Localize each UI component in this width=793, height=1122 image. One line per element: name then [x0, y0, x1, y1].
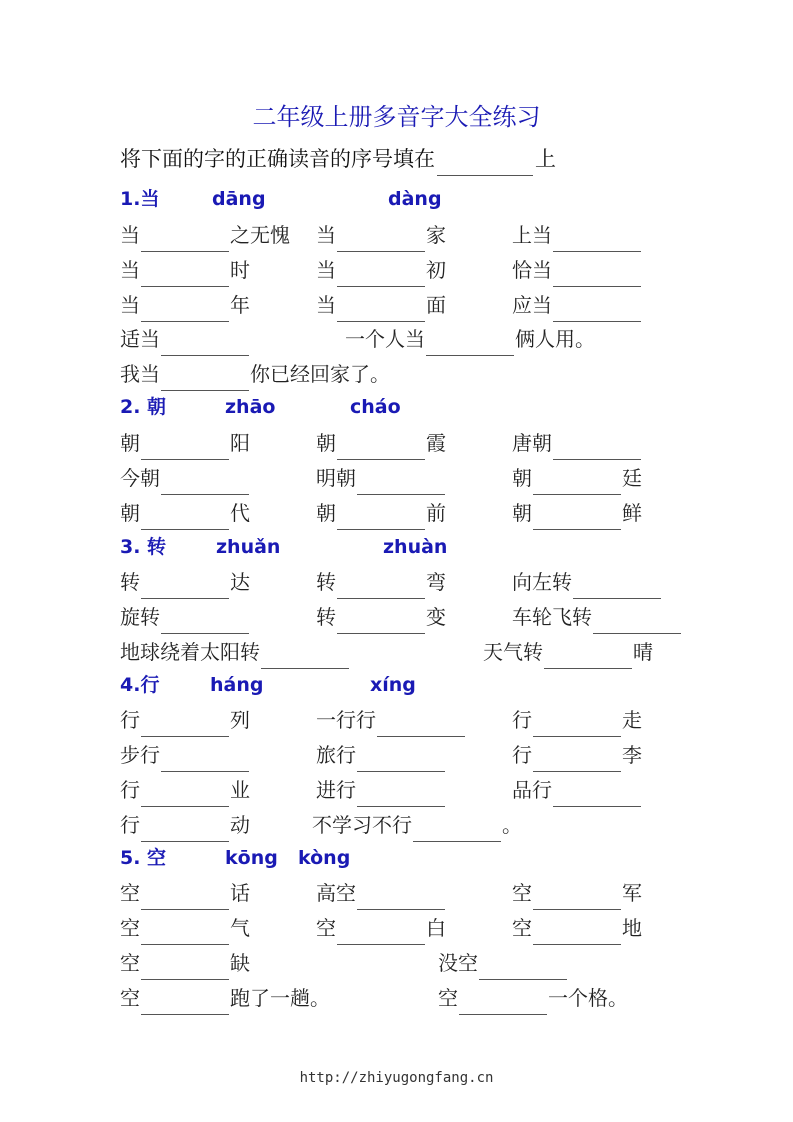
- exercise-item: [438, 946, 568, 980]
- word-prefix: 行: [512, 708, 532, 732]
- word-prefix: 空: [512, 881, 532, 905]
- answer-blank[interactable]: [479, 953, 567, 980]
- exercise-item: [120, 253, 250, 287]
- exercise-item: [120, 635, 350, 669]
- exercise-item: [120, 600, 250, 634]
- word-suffix: 阳: [230, 431, 250, 455]
- word-prefix: 高空: [316, 881, 356, 905]
- exercise-row: [0, 357, 793, 391]
- answer-blank[interactable]: [553, 780, 641, 807]
- exercise-item: [120, 426, 250, 460]
- word-prefix: 行: [512, 743, 532, 767]
- answer-blank[interactable]: [161, 745, 249, 772]
- answer-blank[interactable]: [141, 503, 229, 530]
- answer-blank[interactable]: [141, 780, 229, 807]
- exercise-item: [512, 703, 642, 737]
- word-prefix: 上当: [512, 223, 552, 247]
- exercise-item: [120, 288, 250, 322]
- word-suffix: 初: [426, 258, 446, 282]
- pinyin-option: kòng: [298, 847, 351, 869]
- exercise-item: [316, 773, 446, 807]
- exercise-item: [316, 461, 446, 495]
- exercise-row: [0, 946, 793, 980]
- exercise-item: [316, 876, 446, 910]
- exercise-item: [316, 218, 446, 252]
- answer-blank[interactable]: [533, 883, 621, 910]
- exercise-row: [0, 911, 793, 945]
- word-prefix: 我当: [120, 362, 160, 386]
- exercise-item: [120, 946, 250, 980]
- word-prefix: 向左转: [512, 570, 572, 594]
- word-prefix: 朝: [512, 501, 532, 525]
- word-suffix: 之无愧: [230, 223, 290, 247]
- exercise-item: [512, 288, 642, 322]
- word-prefix: 当: [316, 223, 336, 247]
- answer-blank[interactable]: [357, 745, 445, 772]
- exercise-item: [120, 773, 250, 807]
- answer-blank[interactable]: [544, 642, 632, 669]
- section-character: 2. 朝: [120, 396, 167, 418]
- exercise-item: [512, 738, 642, 772]
- answer-blank[interactable]: [337, 295, 425, 322]
- exercise-item: [512, 911, 642, 945]
- word-suffix: 鲜: [622, 501, 642, 525]
- word-prefix: 空: [316, 916, 336, 940]
- answer-blank[interactable]: [141, 883, 229, 910]
- answer-blank[interactable]: [141, 918, 229, 945]
- answer-blank[interactable]: [337, 503, 425, 530]
- answer-blank[interactable]: [573, 572, 661, 599]
- footer-url: http://zhiyugongfang.cn: [299, 1070, 494, 1086]
- word-suffix: 。: [502, 813, 522, 837]
- word-prefix: 朝: [120, 501, 140, 525]
- section-character: 5. 空: [120, 847, 167, 869]
- word-prefix: 朝: [120, 431, 140, 455]
- exercise-item: [120, 461, 250, 495]
- answer-blank[interactable]: [141, 295, 229, 322]
- word-suffix: 达: [230, 570, 250, 594]
- word-prefix: 行: [120, 708, 140, 732]
- word-suffix: 走: [622, 708, 642, 732]
- exercise-item: [120, 703, 250, 737]
- exercise-item: [120, 981, 330, 1015]
- answer-blank[interactable]: [161, 329, 249, 356]
- page-title: 二年级上册多音字大全练习: [252, 103, 541, 131]
- word-prefix: 空: [120, 916, 140, 940]
- answer-blank[interactable]: [141, 953, 229, 980]
- exercise-row: [0, 426, 793, 460]
- pinyin-option: zhuǎn: [216, 536, 281, 558]
- exercise-item: [316, 565, 446, 599]
- word-prefix: 转: [316, 570, 336, 594]
- exercise-item: [316, 496, 446, 530]
- answer-blank[interactable]: [161, 468, 249, 495]
- word-suffix: 地: [622, 916, 642, 940]
- word-suffix: 代: [230, 501, 250, 525]
- pinyin-option: kōng: [225, 847, 278, 869]
- answer-blank[interactable]: [337, 225, 425, 252]
- section-character: 3. 转: [120, 536, 167, 558]
- exercise-item: [120, 322, 250, 356]
- exercise-item: [512, 565, 662, 599]
- word-prefix: 一行行: [316, 708, 376, 732]
- word-suffix: 变: [426, 605, 446, 629]
- word-prefix: 空: [120, 986, 140, 1010]
- word-suffix: 晴: [633, 640, 653, 664]
- word-prefix: 适当: [120, 327, 160, 351]
- exercise-row: [0, 322, 793, 356]
- answer-blank[interactable]: [533, 745, 621, 772]
- word-suffix: 俩人用。: [515, 327, 595, 351]
- exercise-item: [512, 773, 642, 807]
- answer-blank[interactable]: [553, 225, 641, 252]
- word-prefix: 转: [120, 570, 140, 594]
- word-prefix: 空: [120, 951, 140, 975]
- answer-blank[interactable]: [459, 988, 547, 1015]
- word-suffix: 白: [426, 916, 446, 940]
- exercise-item: [316, 703, 466, 737]
- word-prefix: 明朝: [316, 466, 356, 490]
- answer-blank[interactable]: [593, 607, 681, 634]
- word-prefix: 没空: [438, 951, 478, 975]
- exercise-row: [0, 773, 793, 807]
- word-suffix: 一个格。: [548, 986, 628, 1010]
- word-prefix: 空: [512, 916, 532, 940]
- exercise-item: [120, 565, 250, 599]
- exercise-row: [0, 253, 793, 287]
- word-suffix: 面: [426, 293, 446, 317]
- word-suffix: 廷: [622, 466, 642, 490]
- word-suffix: 列: [230, 708, 250, 732]
- answer-blank[interactable]: [413, 815, 501, 842]
- exercise-row: [0, 496, 793, 530]
- answer-blank[interactable]: [533, 468, 621, 495]
- answer-blank[interactable]: [357, 883, 445, 910]
- answer-blank[interactable]: [161, 364, 249, 391]
- exercise-item: [512, 253, 642, 287]
- answer-blank[interactable]: [141, 988, 229, 1015]
- exercise-item: [512, 218, 642, 252]
- exercise-row: [0, 461, 793, 495]
- word-prefix: 不学习不行: [312, 813, 412, 837]
- exercise-item: [438, 981, 628, 1015]
- word-prefix: 当: [120, 258, 140, 282]
- pinyin-option: zhāo: [225, 396, 276, 418]
- word-prefix: 当: [120, 293, 140, 317]
- word-suffix: 跑了一趟。: [230, 986, 330, 1010]
- answer-blank[interactable]: [141, 815, 229, 842]
- exercise-row: [0, 981, 793, 1015]
- answer-blank[interactable]: [533, 503, 621, 530]
- exercise-item: [316, 600, 446, 634]
- word-prefix: 一个人当: [345, 327, 425, 351]
- exercise-item: [512, 426, 642, 460]
- word-suffix: 霞: [426, 431, 446, 455]
- exercise-row: [0, 218, 793, 252]
- instruction-end: 上: [535, 147, 556, 171]
- exercise-row: [0, 288, 793, 322]
- word-prefix: 进行: [316, 778, 356, 802]
- answer-blank[interactable]: [261, 642, 349, 669]
- exercise-item: [512, 600, 682, 634]
- answer-blank[interactable]: [377, 710, 465, 737]
- word-prefix: 今朝: [120, 466, 160, 490]
- word-suffix: 话: [230, 881, 250, 905]
- word-prefix: 唐朝: [512, 431, 552, 455]
- answer-blank[interactable]: [141, 710, 229, 737]
- word-suffix: 家: [426, 223, 446, 247]
- exercise-row: [0, 600, 793, 634]
- word-prefix: 当: [120, 223, 140, 247]
- word-suffix: 业: [230, 778, 250, 802]
- instruction-text: 将下面的字的正确读音的序号填在: [120, 147, 435, 171]
- word-suffix: 军: [622, 881, 642, 905]
- word-suffix: 时: [230, 258, 250, 282]
- word-suffix: 气: [230, 916, 250, 940]
- answer-blank[interactable]: [337, 572, 425, 599]
- word-suffix: 动: [230, 813, 250, 837]
- word-suffix: 缺: [230, 951, 250, 975]
- exercise-row: [0, 635, 793, 669]
- word-prefix: 行: [120, 813, 140, 837]
- answer-blank[interactable]: [141, 433, 229, 460]
- word-prefix: 朝: [316, 431, 336, 455]
- answer-blank[interactable]: [533, 710, 621, 737]
- pinyin-option: dàng: [388, 188, 442, 210]
- word-suffix: 年: [230, 293, 250, 317]
- word-prefix: 朝: [316, 501, 336, 525]
- answer-blank[interactable]: [553, 433, 641, 460]
- answer-blank[interactable]: [533, 918, 621, 945]
- answer-blank[interactable]: [357, 780, 445, 807]
- word-prefix: 空: [438, 986, 458, 1010]
- exercise-row: [0, 738, 793, 772]
- exercise-item: [512, 461, 642, 495]
- answer-blank[interactable]: [161, 607, 249, 634]
- exercise-item: [120, 911, 250, 945]
- word-prefix: 行: [120, 778, 140, 802]
- pinyin-option: xíng: [370, 674, 416, 696]
- answer-blank[interactable]: [357, 468, 445, 495]
- exercise-item: [120, 218, 290, 252]
- section-character: 1.当: [120, 188, 160, 210]
- word-prefix: 朝: [512, 466, 532, 490]
- answer-blank[interactable]: [337, 260, 425, 287]
- answer-blank[interactable]: [337, 607, 425, 634]
- exercise-item: [316, 911, 446, 945]
- word-prefix: 转: [316, 605, 336, 629]
- pinyin-option: zhuàn: [383, 536, 448, 558]
- answer-blank[interactable]: [141, 572, 229, 599]
- answer-blank[interactable]: [141, 260, 229, 287]
- word-prefix: 步行: [120, 743, 160, 767]
- exercise-item: [316, 738, 446, 772]
- exercise-item: [316, 253, 446, 287]
- exercise-row: [0, 703, 793, 737]
- exercise-row: [0, 876, 793, 910]
- answer-blank[interactable]: [337, 918, 425, 945]
- word-prefix: 地球绕着太阳转: [120, 640, 260, 664]
- answer-blank[interactable]: [426, 329, 514, 356]
- word-suffix: 弯: [426, 570, 446, 594]
- exercise-row: [0, 808, 793, 842]
- word-prefix: 旋转: [120, 605, 160, 629]
- answer-blank[interactable]: [553, 295, 641, 322]
- word-prefix: 空: [120, 881, 140, 905]
- exercise-item: [120, 496, 250, 530]
- word-suffix: 李: [622, 743, 642, 767]
- word-prefix: 当: [316, 293, 336, 317]
- exercise-row: [0, 565, 793, 599]
- pinyin-option: háng: [210, 674, 264, 696]
- word-suffix: 你已经回家了。: [250, 362, 390, 386]
- word-prefix: 品行: [512, 778, 552, 802]
- exercise-item: [120, 357, 390, 391]
- exercise-item: [120, 738, 250, 772]
- answer-blank[interactable]: [437, 151, 533, 176]
- exercise-item: [316, 426, 446, 460]
- exercise-item: [312, 808, 522, 842]
- exercise-item: [120, 808, 250, 842]
- word-prefix: 车轮飞转: [512, 605, 592, 629]
- word-suffix: 前: [426, 501, 446, 525]
- exercise-item: [345, 322, 595, 356]
- instruction: [120, 142, 556, 176]
- answer-blank[interactable]: [337, 433, 425, 460]
- exercise-item: [120, 876, 250, 910]
- word-prefix: 应当: [512, 293, 552, 317]
- exercise-item: [316, 288, 446, 322]
- section-character: 4.行: [120, 674, 160, 696]
- word-prefix: 恰当: [512, 258, 552, 282]
- answer-blank[interactable]: [553, 260, 641, 287]
- word-prefix: 旅行: [316, 743, 356, 767]
- word-prefix: 当: [316, 258, 336, 282]
- word-prefix: 天气转: [483, 640, 543, 664]
- pinyin-option: cháo: [350, 396, 401, 418]
- exercise-item: [483, 635, 653, 669]
- exercise-item: [512, 876, 642, 910]
- answer-blank[interactable]: [141, 225, 229, 252]
- pinyin-option: dāng: [212, 188, 266, 210]
- exercise-item: [512, 496, 642, 530]
